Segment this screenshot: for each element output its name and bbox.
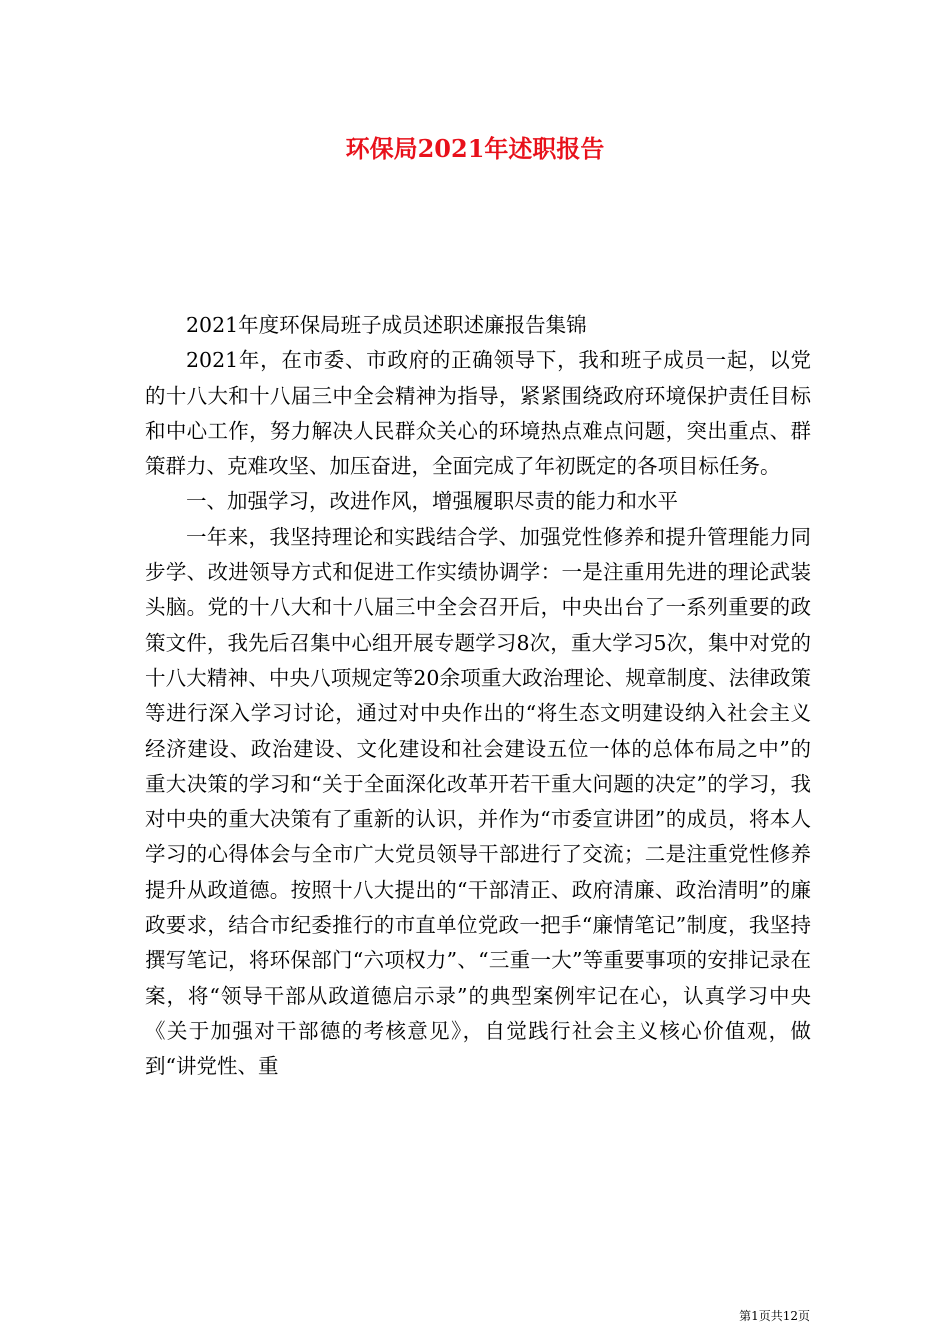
page-number: 第1页共12页	[739, 1309, 810, 1323]
document-title: 环保局2021年述职报告	[345, 134, 605, 163]
body-paragraph: 一年来，我坚持理论和实践结合学、加强党性修养和提升管理能力同步学、改进领导方式和促进工作实绩协调学：一是注重用先进的理论武装头脑。党的十八大和十八届三中全会召开后，中央出台了一系列重要的政策文件，我先后召集中心组开展专题学习8次，重大学习5次，集中对党的十八大精神、中央八项规定等20余项重大政治理论、规章制度、法律政策等进行深入学习讨论，通过对中央作出的“将生态文明建设纳入社会主义经济建设、政治建设、文化建设和社会建设五位一体的总体布局之中”的重大决策的学习和“关于全面深化改革开若干重大问题的决定”的学习，我对中央的重大决策有了重新的认识，并作为“市委宣讲团”的成员，将本人学习的心得体会与全市广大党员领导干部进行了交流；二是注重党性修养提升从政道德。按照十八大提出的“干部清正、政府清廉、政治清明”的廉政要求，结合市纪委推行的市直单位党政一把手“廉情笔记”制度，我坚持撰写笔记，将环保部门“六项权力”、“三重一大”等重要事项的安排记录在案，将“领导干部从政道德启示录”的典型案例牢记在心，认真学习中央《关于加强对干部德的考核意见》，自觉践行社会主义核心价值观，做到“讲党性、重	[145, 524, 811, 1079]
intro-paragraph: 2021年，在市委、市政府的正确领导下，我和班子成员一起，以党的十八大和十八届三中全会精神为指导，紧紧围绕政府环境保护责任目标和中心工作，努力解决人民群众关心的环境热点难点问题，突出重点、群策群力、克难攻坚、加压奋进，全面完成了年初既定的各项目标任务。	[145, 348, 811, 479]
document-body	[145, 308, 811, 1085]
subtitle-paragraph: 2021年度环保局班子成员述职述廉报告集锦	[186, 313, 587, 337]
section-heading: 一、加强学习，改进作风，增强履职尽责的能力和水平	[186, 489, 678, 514]
